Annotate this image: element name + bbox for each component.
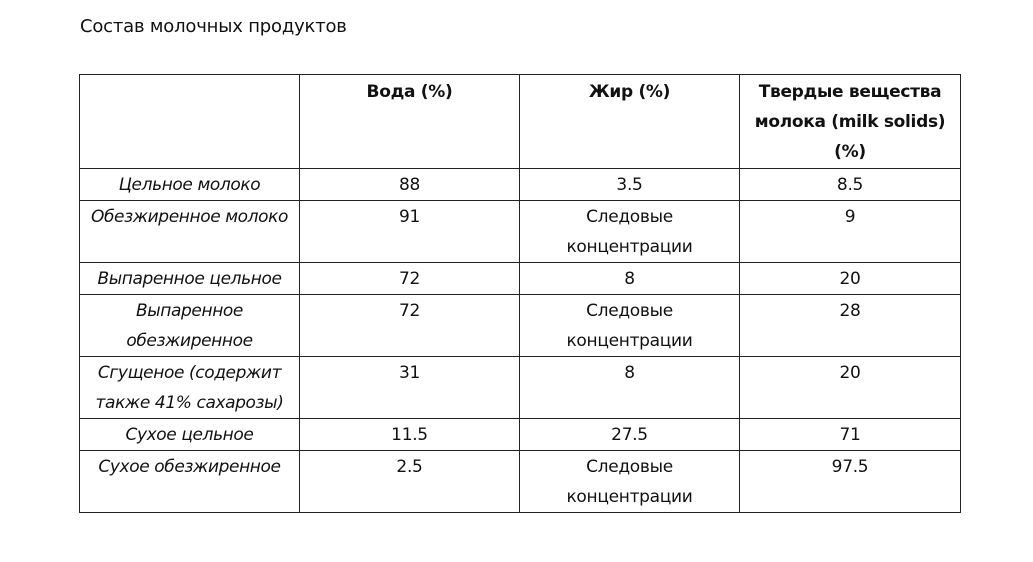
cell-water: 88 [300, 169, 520, 201]
cell-milk-solids: 20 [740, 357, 961, 419]
cell-water: 72 [300, 295, 520, 357]
milk-composition-table [79, 74, 961, 513]
table-row [80, 295, 961, 357]
cell-milk-solids: 97.5 [740, 451, 961, 513]
table-row [80, 201, 961, 263]
cell-fat: Следовые концентрации [520, 201, 740, 263]
cell-fat: 3.5 [520, 169, 740, 201]
cell-milk-solids: 20 [740, 263, 961, 295]
cell-milk-solids: 9 [740, 201, 961, 263]
row-label: Выпаренное цельное [80, 263, 300, 295]
table-row [80, 419, 961, 451]
cell-water: 72 [300, 263, 520, 295]
cell-fat: 27.5 [520, 419, 740, 451]
row-label: Обезжиренное молоко [80, 201, 300, 263]
table-row [80, 357, 961, 419]
cell-water: 31 [300, 357, 520, 419]
cell-fat: 8 [520, 357, 740, 419]
row-label: Сухое цельное [80, 419, 300, 451]
cell-water: 91 [300, 201, 520, 263]
table-header-row [80, 75, 961, 169]
table-row [80, 263, 961, 295]
table-row [80, 169, 961, 201]
row-label: Цельное молоко [80, 169, 300, 201]
header-milk-solids: Твердые вещества молока (milk solids) (%) [740, 75, 961, 169]
row-label: Сгущеное (содержит также 41% сахарозы) [80, 357, 300, 419]
row-label: Сухое обезжиренное [80, 451, 300, 513]
cell-fat: Следовые концентрации [520, 451, 740, 513]
cell-water: 2.5 [300, 451, 520, 513]
cell-water: 11.5 [300, 419, 520, 451]
cell-milk-solids: 8.5 [740, 169, 961, 201]
row-label: Выпаренное обезжиренное [80, 295, 300, 357]
cell-fat: Следовые концентрации [520, 295, 740, 357]
header-water: Вода (%) [300, 75, 520, 169]
cell-fat: 8 [520, 263, 740, 295]
cell-milk-solids: 71 [740, 419, 961, 451]
header-empty-cell [80, 75, 300, 169]
cell-milk-solids: 28 [740, 295, 961, 357]
header-fat: Жир (%) [520, 75, 740, 169]
page-title: Состав молочных продуктов [80, 16, 347, 37]
table-row [80, 451, 961, 513]
